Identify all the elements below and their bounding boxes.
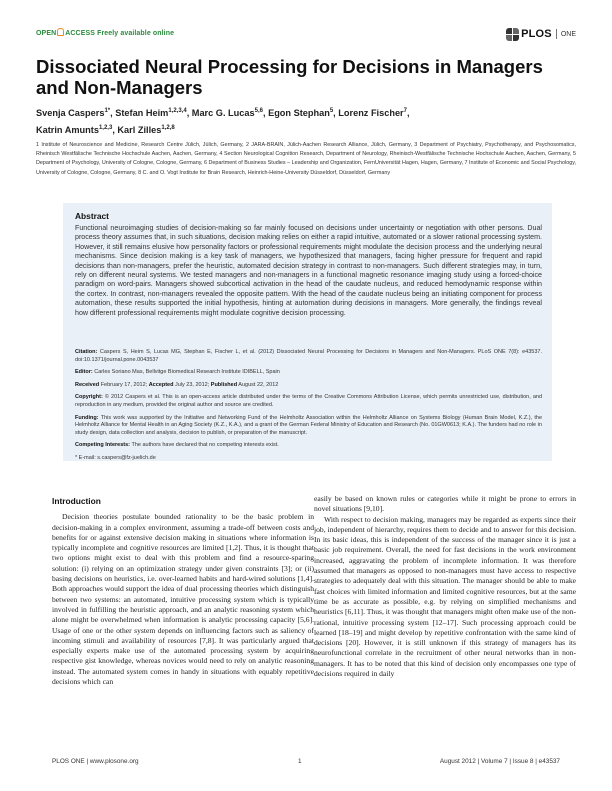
- author-name: Karl Zilles: [117, 125, 162, 136]
- author-affiliation-sup: 5,6: [254, 108, 263, 114]
- logo-subtitle: ONE: [560, 30, 576, 38]
- plos-mark-icon: [506, 28, 519, 41]
- dates: Received February 17, 2012; Accepted July 23, 2012; Published August 22, 2012: [75, 381, 279, 388]
- body-paragraph: easily be based on known rules or categories while it might be prone to errors in novel situations [9,10].: [314, 494, 576, 514]
- plos-one-logo: [506, 26, 576, 42]
- abstract-heading: Abstract: [75, 211, 109, 221]
- page-footer: [52, 758, 560, 770]
- article-title: Dissociated Neural Processing for Decisions in Managers and Non-Managers: [36, 56, 543, 98]
- author-affiliation-sup: 1*: [104, 108, 111, 114]
- funding: Funding: This work was supported by the Initiative and Networking Fund of the Helmholtz Association within the Helmholtz Alliance on Systems Biology (Human Brain Model, K.Z.), the Helmholtz Alliance for Mental Health in an Aging Society (K.Z., K.A.), and a grant of the German Federal Ministry of Education and Research (No. 01GW0613; K.A.). The funders had no role in study design, data collection and analysis, decision to publish, or preparation of the manuscript.: [75, 414, 542, 436]
- body-paragraph: Decision theories postulate bounded rationality to be the basic problem in decision-making in a complex environment, assuming a trade-off between costs and benefits for or against extensive decision making in situations where information is typically incomplete and cognitive resources are limited [1,2]. Thus, it is thought that two options might exist to deal with this problem and find a resource-sparing solution: (i) relying on an optimization strategy under given constraints [3]; or (ii) basing decisions on heuristics, i.e. over-learned habits and hard-wired solutions [1,4]. Both approaches would support the idea of dual processing theories which distinguish between two systems: an automated, intuitive processing system which is typically involved in fulfilling the heuristic approach, and an analytic reasoning system which alone might be overwhelmed when information is analytic processing capacity [5,6]. Usage of one or the other system depends on influencing factors such as saliency of incoming stimuli and availability of resources [7,8]. It was particularly argued that especially experts make use of the automated processing system by acquiring respective gist knowledge, whereas novices would need to rely on analytic reasoning instead. The automated system comes in handy in situations with equably repetitive decisions which can: [52, 512, 314, 687]
- author-affiliation-sup: 1,2,3,4: [168, 108, 187, 114]
- open-lock-icon: [57, 28, 64, 36]
- editor: Editor: Carles Soriano Mas, Bellvitge Biomedical Research Institute IDIBELL, Spain: [75, 369, 280, 376]
- open-access-prefix: OPEN: [36, 30, 57, 37]
- author-name: Stefan Heim: [115, 108, 169, 119]
- copyright: Copyright: © 2012 Caspers et al. This is an open-access article distributed under the terms of the Creative Commons Attribution License, which permits unrestricted use, distribution, and reproduction in any medium, provided the original author and source are credited.: [75, 394, 543, 408]
- corresponding-email: * E-mail: s.caspers@fz-juelich.de: [75, 454, 156, 461]
- logo-divider: [556, 29, 557, 39]
- body-paragraph: With respect to decision making, managers may be regarded as experts since their job, independent of hierarchy, requires them to decide and to answer for this decision. In its basic ideas, this is independent of the success of the manager since it is just a basic job requirement. Overall, the need for fast decisions in the work environment increased, aggravating the problem of incomplete information. It was therefore assumed that managers as opposed to non-managers must have access to respective strategies to adequately deal with this situation. The manager should be able to make fast choices with limited information and limited cognitive resources, but at the same time be as accurate as possible, e.g. by relying on simplified mechanisms and heuristics [6,11]. Thus, it was thought that managers might often make use of the non-rational, intuitive processing system [12–17]. Such processing approach could be learned [18–19] and might develop by repetitive confrontation with the same kind of decisions [20]. However, it is still unknown if this strategy of managers has its neurofunctional correlate in the recruitment of other neural networks than in non-managers. It has to be noted that this kind of decision only encompasses one type of decisions required in daily: [314, 514, 576, 679]
- body-column-left: [52, 494, 314, 687]
- open-access-banner: [36, 28, 174, 37]
- introduction-heading: Introduction: [52, 496, 101, 506]
- page-number: 1: [298, 758, 302, 765]
- footer-issue: August 2012 | Volume 7 | Issue 8 | e43537: [439, 758, 560, 765]
- abstract-text: Functional neuroimaging studies of decision-making so far mainly focused on decisions under uncertainty or negotiation with other persons. Dual process theory assumes that, in such situations, decision making relies on either a rapid intuitive, automated or a slower rational processing system. However, it still remains elusive how personality factors or professional requirements might modulate the decision process and the underlying neural mechanisms. Since decision making is a key task of managers, we hypothesized that managers, facing higher pressure for frequent and rapid decisions than non-managers, prefer the heuristic, automated decision strategy in contrast to non-managers. Such different strategies may, in turn, rely on different neural systems. We tested managers and non-managers in a functional magnetic resonance imaging study using a forced-choice paradigm on word-pairs. Managers showed subcortical activation in the head of the caudate nucleus, and reduced hemodynamic response within the cortex. In contrast, non-managers revealed the opposite pattern. With the head of the caudate nucleus being an initiating component for process automation, these results supported the initial hypothesis, hinting at automation during decisions in managers. More generally, the findings reveal how different professional requirements might modulate cognitive decision processing.: [75, 224, 542, 317]
- author-name: Marc G. Lucas: [191, 108, 255, 119]
- body-column-right: [314, 494, 576, 679]
- article-metadata: [75, 349, 542, 468]
- footer-journal: PLOS ONE | www.plosone.org: [52, 758, 139, 765]
- author-affiliation-sup: 7: [403, 108, 407, 114]
- journal-header: [36, 26, 576, 42]
- abstract-box: [63, 203, 552, 461]
- author-affiliation-sup: 1,2,3: [98, 125, 113, 132]
- author-name: Egon Stephan: [268, 108, 330, 119]
- logo-wordmark: PLOS: [521, 28, 552, 40]
- author-affiliation-sup: 5: [329, 108, 334, 114]
- author-list: Svenja Caspers$^{1*}$, Stefan Heim$^{1,2,3,4}$, Marc G. Lucas$^{5,6}$, Egon Stephan$^5$, Lorenz Fischer$^7$, Katrin Amunts$^{1,2,3}$, Karl Zilles$^{1,2,8}$: [36, 108, 410, 136]
- author-affiliation-sup: 1,2,8: [161, 125, 175, 132]
- author-name: Lorenz Fischer: [338, 108, 404, 119]
- competing-interests: Competing Interests: The authors have declared that no competing interests exist.: [75, 442, 279, 449]
- open-access-text: ACCESS Freely available online: [65, 30, 175, 37]
- citation: Citation: Caspers S, Heim S, Lucas MG, Stephan E, Fischer L, et al. (2012) Dissociated Neural Processing for Decisions in Managers and Non-Managers. PLoS ONE 7(8): e43537. doi:10.1371/journal.pone.0043537: [75, 349, 542, 363]
- author-name: Svenja Caspers: [36, 108, 105, 119]
- affiliations: 1 Institute of Neuroscience and Medicine, Research Centre Jülich, Jülich, Germany, 2 JARA-BRAIN, Jülich-Aachen Research Alliance, Jülich, Germany, 3 Department of Psychiatry, Psychotherapy, and Psychosomatics, Rheinisch Westfälische Technische Hochschule Aachen, Aachen, Germany, 4 Section Neurological Cognition Research, Department of Neurology, Rheinisch-Westfälische Technische Hochschule Aachen, Aachen, Germany, 5 Department of Psychology, University of Cologne, Cologne, Germany, 6 Department of Business Studies – Leadership and Organization, FernUniversität Hagen, Hagen, Germany, 7 Institute of Economic and Social Psychology, University of Cologne, Cologne, Germany, 8 C. and O. Vogt Institute for Brain Research, Heinrich-Heine-University Düsseldorf, Düsseldorf, Germany: [36, 142, 576, 176]
- author-name: Katrin Amunts: [36, 125, 99, 136]
